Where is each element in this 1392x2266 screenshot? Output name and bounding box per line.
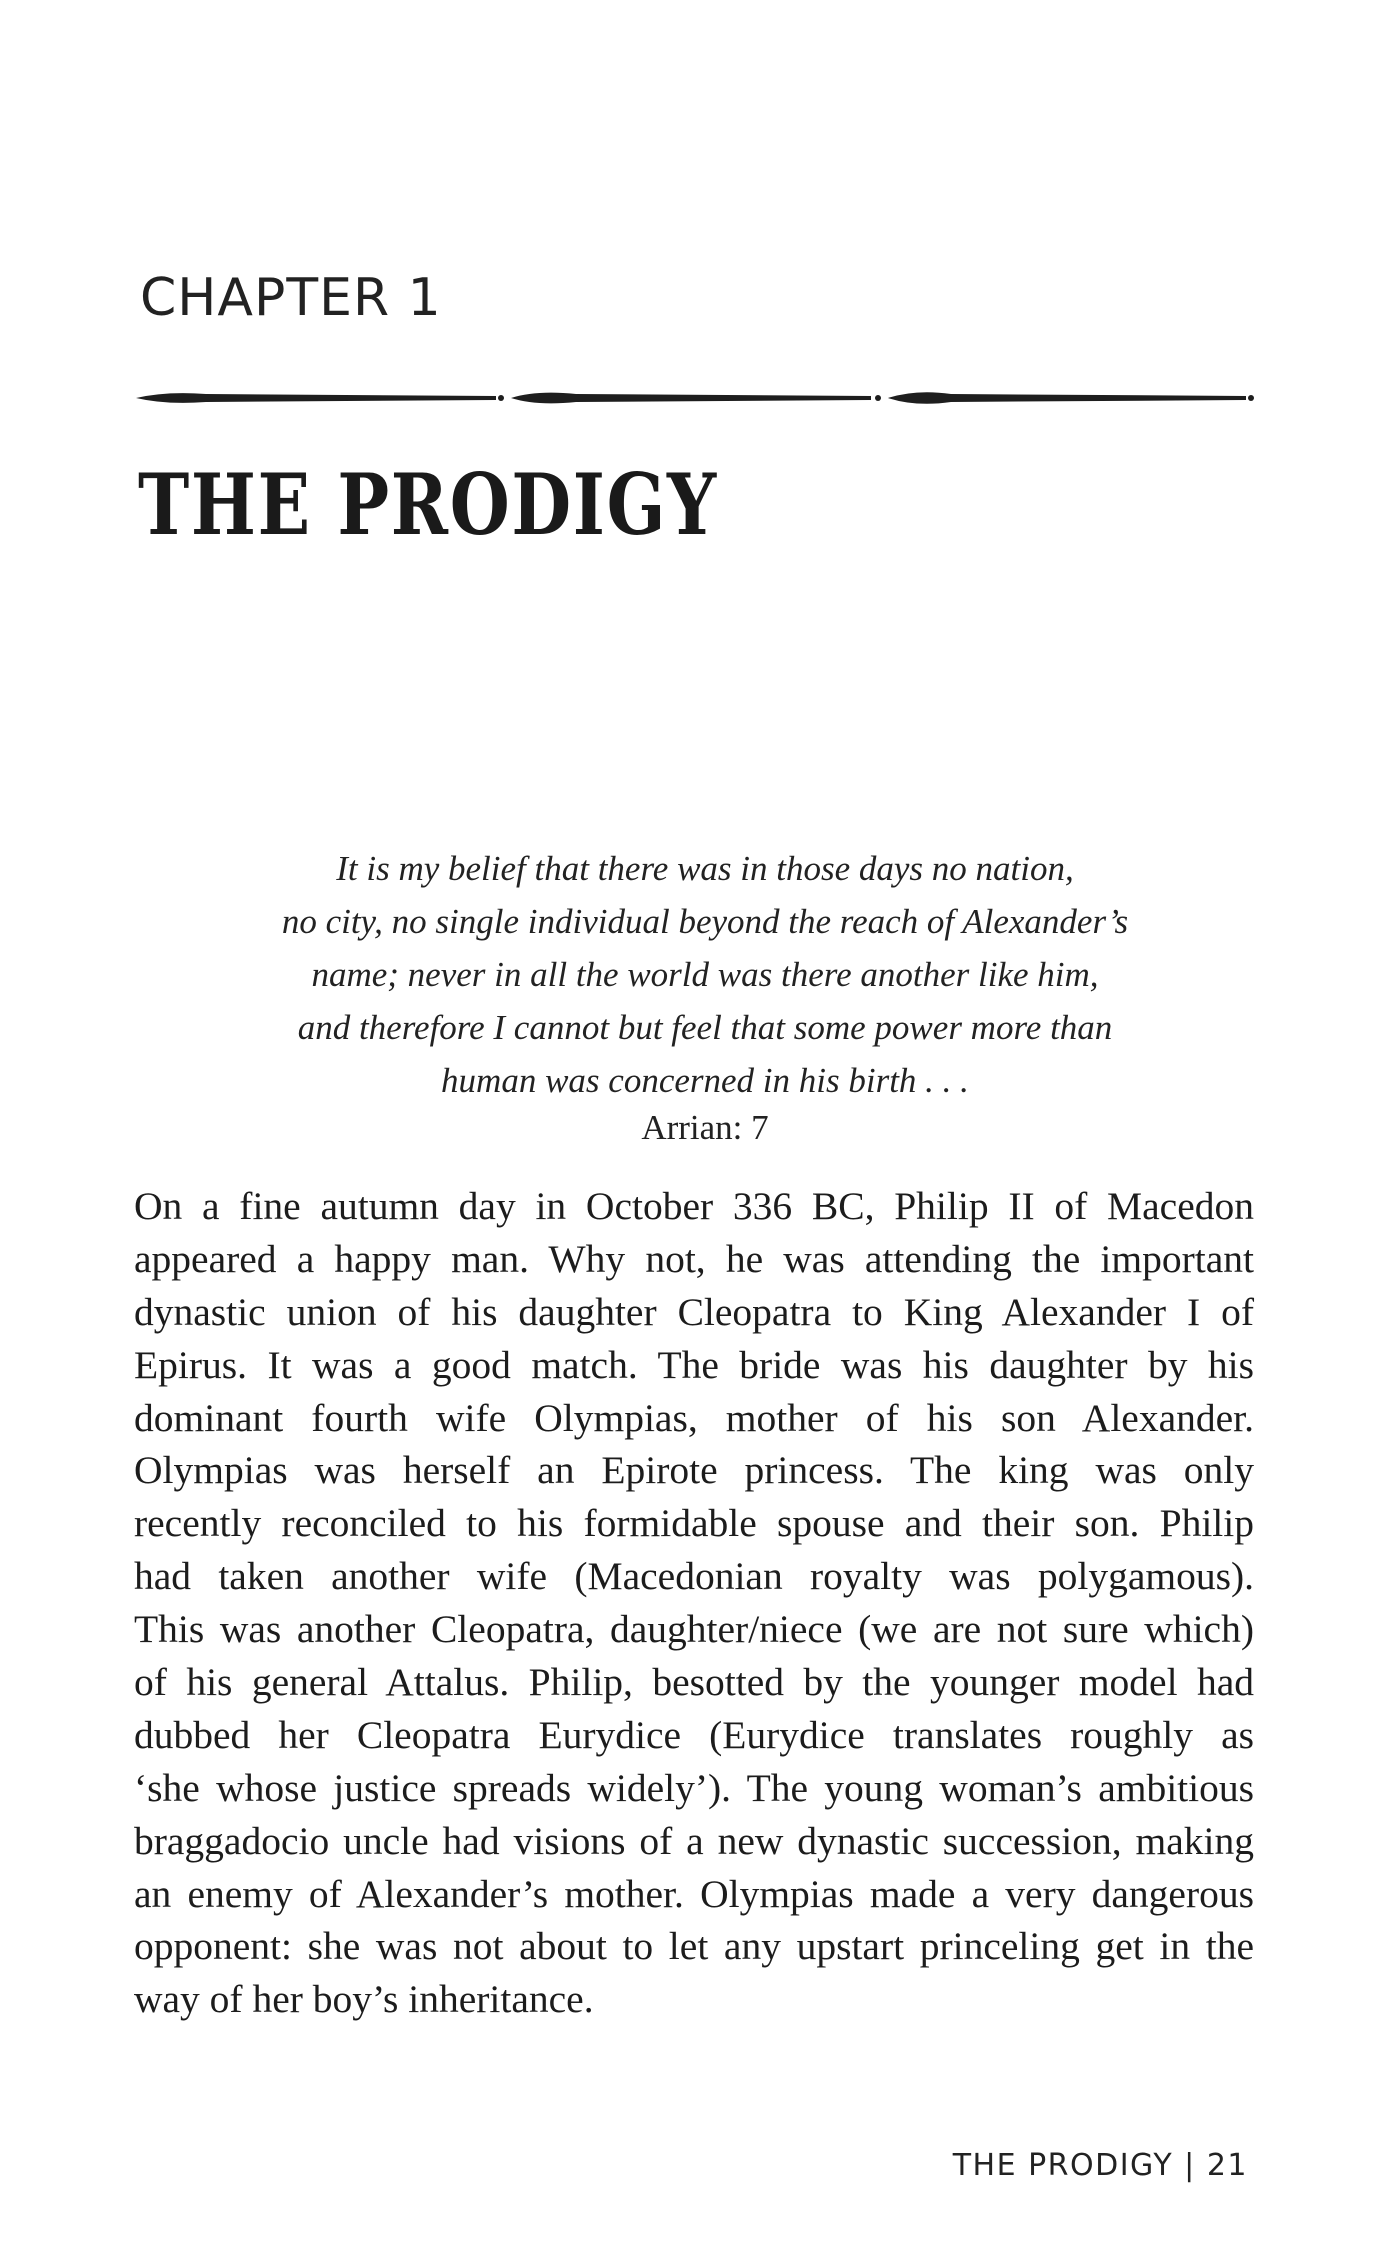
epigraph-attribution: Arrian: 7 xyxy=(641,1108,769,1147)
body-line: ‘she whose justice spreads widely’). The young woman’s ambitious xyxy=(134,1765,1254,1810)
body-line: had taken another wife (Macedonian royalty was polygamous). xyxy=(134,1554,1254,1599)
epigraph-line: and therefore I cannot but feel that some power more than xyxy=(297,1008,1113,1047)
epigraph-line: name; never in all the world was there another like him, xyxy=(311,955,1099,994)
body-line: of his general Attalus. Philip, besotted by the younger model had xyxy=(134,1660,1254,1705)
body-line: way of her boy’s inheritance. xyxy=(134,1977,594,2022)
body-paragraph xyxy=(134,1180,1254,2026)
running-footer: THE PRODIGY | 21 xyxy=(952,2148,1248,2183)
body-line: This was another Cleopatra, daughter/niece (we are not sure which) xyxy=(134,1607,1254,1652)
body-line: dynastic union of his daughter Cleopatra to King Alexander I of xyxy=(134,1289,1254,1334)
epigraph-line: no city, no single individual beyond the reach of Alexander’s xyxy=(281,902,1129,941)
body-line: dubbed her Cleopatra Eurydice (Eurydice translates roughly as xyxy=(134,1712,1254,1757)
chapter-divider-ornament xyxy=(136,382,1256,412)
body-line: Olympias was herself an Epirote princess. The king was only xyxy=(134,1448,1254,1493)
body-line: appeared a happy man. Why not, he was attending the important xyxy=(134,1236,1254,1281)
epigraph-line: human was concerned in his birth . . . xyxy=(441,1061,969,1100)
body-line: On a fine autumn day in October 336 BC, Philip II of Macedon xyxy=(134,1184,1254,1228)
epigraph-line: It is my belief that there was in those days no nation, xyxy=(336,849,1074,888)
body-line: opponent: she was not about to let any upstart princeling get in the xyxy=(134,1924,1254,1969)
chapter-label: CHAPTER 1 xyxy=(140,268,442,328)
body-line: braggadocio uncle had visions of a new dynastic succession, making xyxy=(134,1818,1254,1863)
chapter-title: THE PRODIGY xyxy=(138,455,718,554)
body-line: Epirus. It was a good match. The bride was his daughter by his xyxy=(134,1342,1254,1387)
body-line: dominant fourth wife Olympias, mother of his son Alexander. xyxy=(134,1395,1254,1440)
body-line: recently reconciled to his formidable spouse and their son. Philip xyxy=(134,1501,1254,1546)
body-line: an enemy of Alexander’s mother. Olympias made a very dangerous xyxy=(134,1871,1254,1916)
epigraph xyxy=(200,842,1210,1107)
